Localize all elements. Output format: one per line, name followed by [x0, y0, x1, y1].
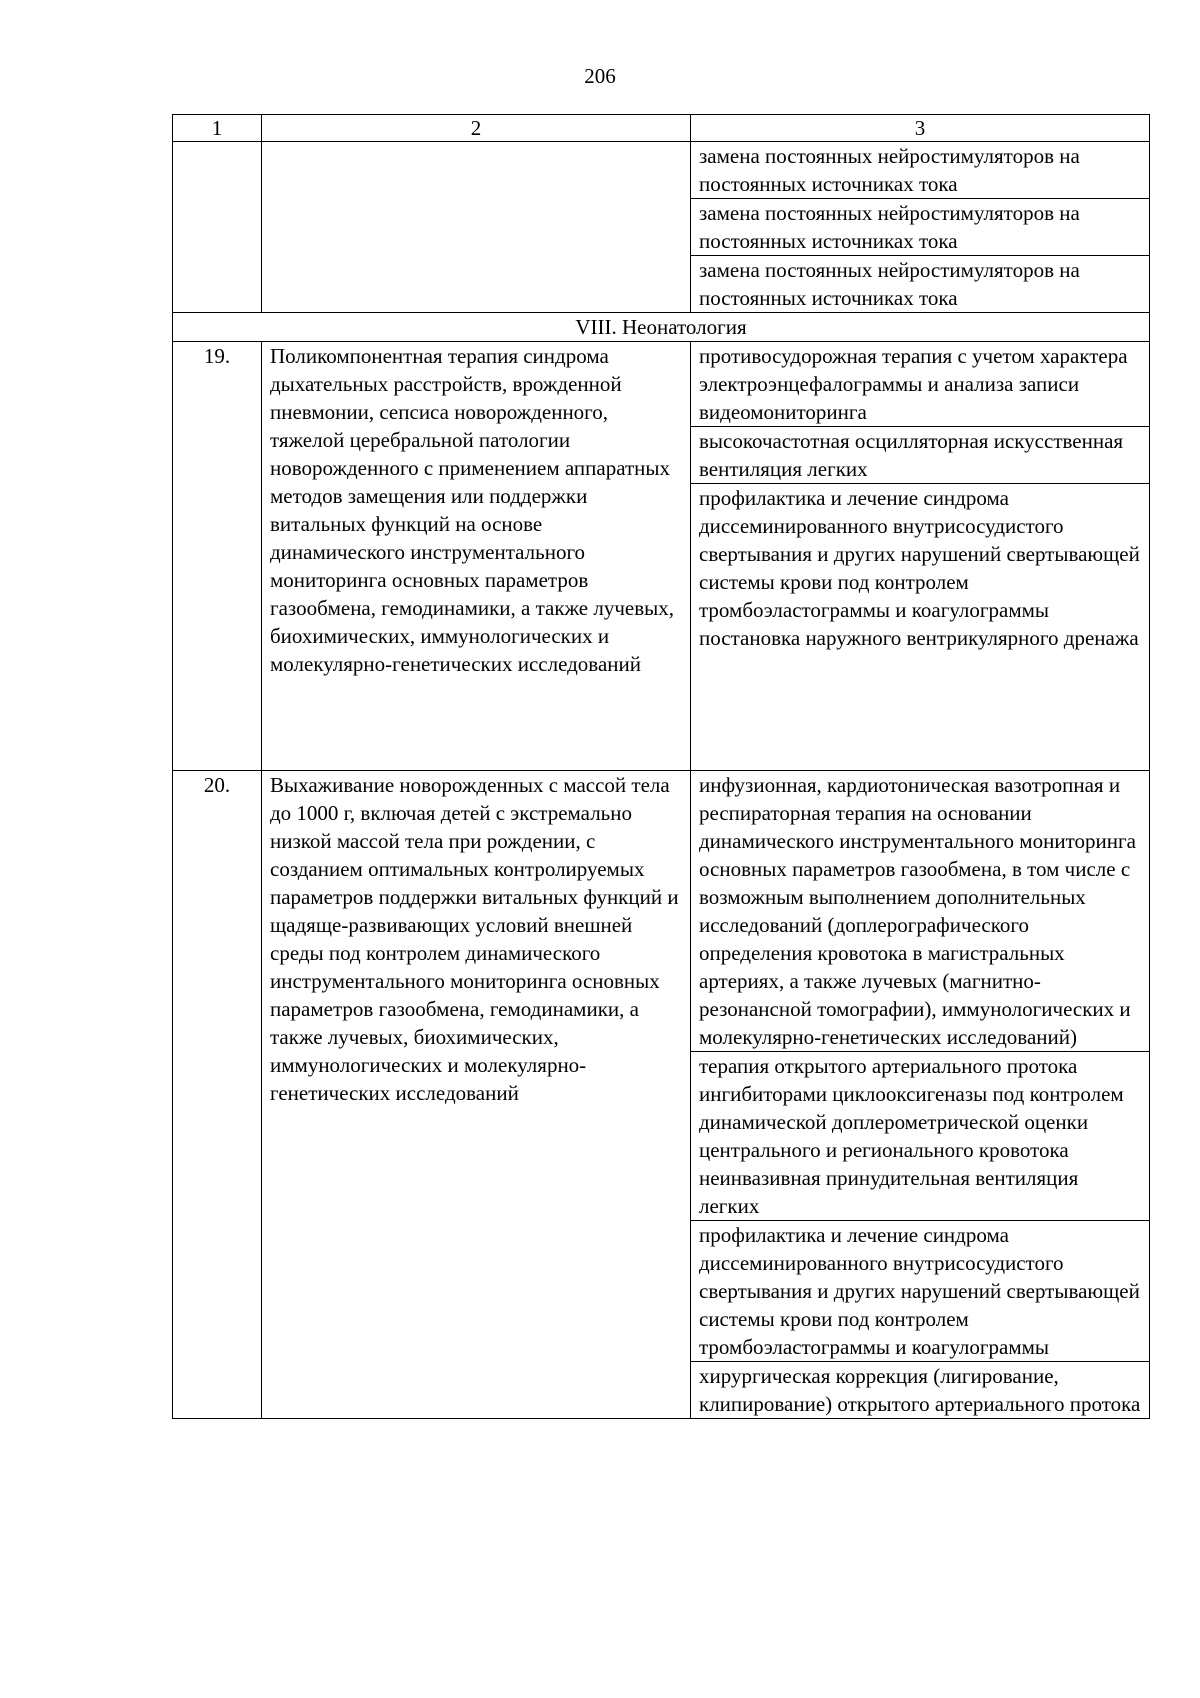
- method-cell: противосудорожная терапия с учетом характера электроэнцефалограммы и анализа записи видеомониторинга: [691, 342, 1150, 427]
- section-title: VIII. Неонатология: [173, 313, 1150, 342]
- header-col-2: 2: [262, 115, 691, 142]
- table-row: [173, 142, 1150, 199]
- row-number: 19.: [173, 342, 262, 771]
- method-cell: профилактика и лечение синдрома диссеминированного внутрисосудистого свертывания и других нарушений свертывающей системы крови под контролем тромбоэластограммы и коагулограммы постановка наружного вентрикулярного дренажа: [691, 484, 1150, 771]
- table-row: [173, 342, 1150, 427]
- method-cell: инфузионная, кардиотоническая вазотропная и респираторная терапия на основании динамического инструментального мониторинга основных параметров газообмена, в том числе с возможным выполнением дополнительных исследований (доплерографического определения кровотока в магистральных артериях, а также лучевых (магнитно-резонансной томографии), иммунологических и молекулярно-генетических исследований): [691, 771, 1150, 1052]
- header-row: [173, 115, 1150, 142]
- row-description: Поликомпонентная терапия синдрома дыхательных расстройств, врожденной пневмонии, сепсиса новорожденного, тяжелой церебральной патологии новорожденного с применением аппаратных методов замещения или поддержки витальных функций на основе динамического инструментального мониторинга основных параметров газообмена, гемодинамики, а также лучевых, биохимических, иммунологических и молекулярно-генетических исследований: [262, 342, 691, 771]
- method-cell: профилактика и лечение синдрома диссеминированного внутрисосудистого свертывания и других нарушений свертывающей системы крови под контролем тромбоэластограммы и коагулограммы: [691, 1221, 1150, 1362]
- section-row: [173, 313, 1150, 342]
- method-cell: замена постоянных нейростимуляторов на постоянных источниках тока: [691, 256, 1150, 313]
- method-cell: терапия открытого артериального протока ингибиторами циклооксигеназы под контролем динамической доплерометрической оценки центрального и регионального кровотока неинвазивная принудительная вентиляция легких: [691, 1052, 1150, 1221]
- continuation-number-cell: [173, 142, 262, 313]
- method-cell: высокочастотная осцилляторная искусственная вентиляция легких: [691, 427, 1150, 484]
- continuation-description-cell: [262, 142, 691, 313]
- method-cell: замена постоянных нейростимуляторов на постоянных источниках тока: [691, 199, 1150, 256]
- header-col-3: 3: [691, 115, 1150, 142]
- method-cell: хирургическая коррекция (лигирование, клипирование) открытого артериального протока: [691, 1362, 1150, 1419]
- method-cell: замена постоянных нейростимуляторов на постоянных источниках тока: [691, 142, 1150, 199]
- row-description: Выхаживание новорожденных с массой тела до 1000 г, включая детей с экстремально низкой массой тела при рождении, с созданием оптимальных контролируемых параметров поддержки витальных функций и щадяще-развивающих условий внешней среды под контролем динамического инструментального мониторинга основных параметров газообмена, гемодинамики, а также лучевых, биохимических, иммунологических и молекулярно-генетических исследований: [262, 771, 691, 1419]
- page-number: 206: [584, 64, 616, 88]
- header-col-1: 1: [173, 115, 262, 142]
- services-table: [172, 114, 1150, 1419]
- table-row: [173, 771, 1150, 1052]
- row-number: 20.: [173, 771, 262, 1419]
